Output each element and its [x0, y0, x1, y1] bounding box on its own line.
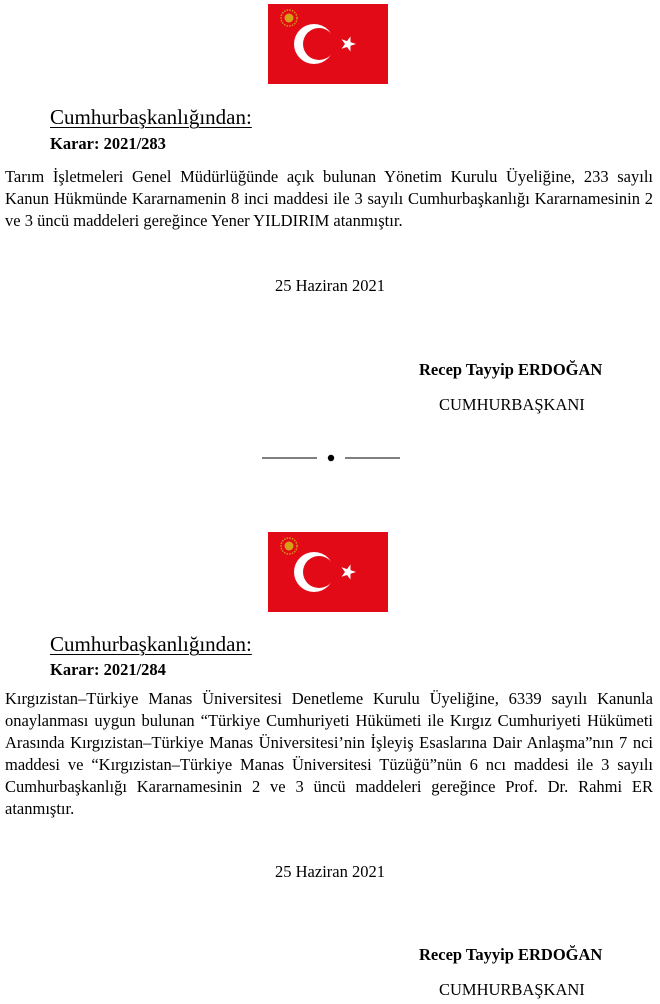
turkish-flag-icon: [268, 4, 388, 84]
signatory-title: CUMHURBAŞKANI: [439, 980, 585, 999]
decree-date: 25 Haziran 2021: [275, 862, 385, 881]
decree-date: 25 Haziran 2021: [275, 276, 385, 295]
decision-number: Karar: 2021/283: [50, 134, 166, 153]
turkish-flag-icon: [268, 532, 388, 612]
decree-body: Tarım İşletmeleri Genel Müdürlüğünde açık bulunan Yönetim Kurulu Üyeliğine, 233 sayılı Kanun Hükmünde Kararnamenin 8 inci maddesi ile 3 sayılı Cumhurbaşkanlığı Kararnamesinin 2 ve 3 üncü maddeleri gereğince Yener YILDIRIM atanmıştır.: [5, 167, 653, 230]
section-separator-bullet-icon: [262, 451, 400, 465]
decree-heading: Cumhurbaşkanlığından:: [50, 632, 252, 656]
decree-body: Kırgızistan–Türkiye Manas Üniversitesi Denetleme Kurulu Üyeliğine, 6339 sayılı Kanunla onaylanması uygun bulunan “Türkiye Cumhuriyeti Hükümeti ile Kırgız Cumhuriyeti Hükümeti Arasında Kırgızistan–Türkiye Manas Üniversitesi’nin İşleyiş Esaslarına Dair Anlaşma”nın 7 nci maddesi ve “Kırgızistan–Türkiye Manas Üniversitesi Tüzüğü”nün 6 ncı maddesi ile 3 sayılı Cumhurbaşkanlığı Kararnamesinin 2 ve 3 üncü maddeleri gereğince Prof. Dr. Rahmi ER atanmıştır.: [5, 689, 653, 818]
decision-number: Karar: 2021/284: [50, 660, 166, 679]
decree-heading: Cumhurbaşkanlığından:: [50, 105, 252, 129]
signatory-name: Recep Tayyip ERDOĞAN: [419, 945, 603, 964]
signatory-name: Recep Tayyip ERDOĞAN: [419, 360, 603, 379]
signatory-title: CUMHURBAŞKANI: [439, 395, 585, 414]
